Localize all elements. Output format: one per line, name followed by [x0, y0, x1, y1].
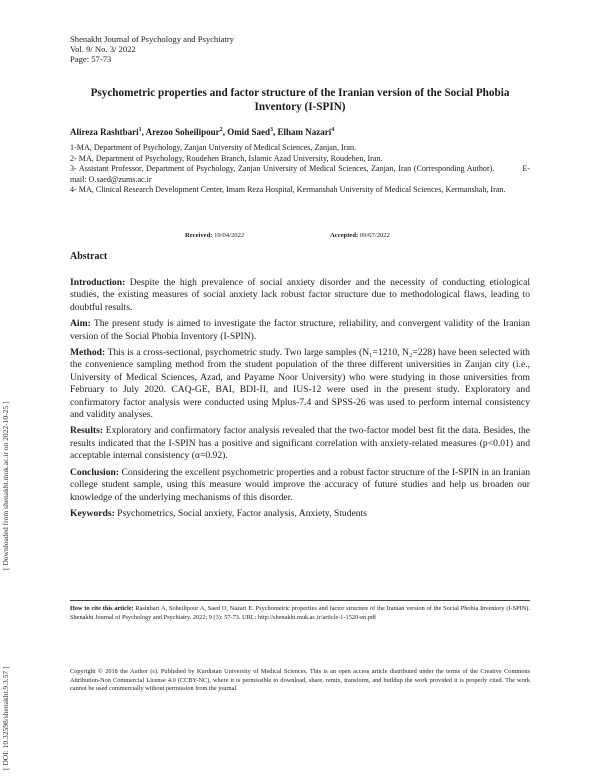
affiliation-3: 3- Assistant Professor, Department of Psychology, Zanjan University of Medical Sciences, Zanjan, Iran (Corresponding Author). E-mail: O.saed@zums.ac.ir [70, 164, 530, 184]
received-date: Received: 19/04/2022 [185, 232, 245, 239]
affiliation-4: 4- MA, Clinical Research Development Center, Imam Reza Hospital, Kermanshah University of Medical Sciences, Kermanshah, Iran. [70, 185, 506, 195]
author-name: Arezoo Soheilipour [145, 127, 220, 137]
aim-paragraph: Aim: The present study is aimed to investigate the factor structure, reliability, and convergent validity of the Iranian version of the Social Phobia Inventory (I-SPIN). [70, 318, 530, 342]
corresponding-email: E-mail: O.saed@zums.ac.ir [70, 164, 530, 184]
author-name: Alireza Rashtbari [70, 127, 139, 137]
author-affil-mark: 3 [269, 127, 273, 133]
citation-note: How to cite this article: Rashtbari A, Soheilipour A, Saed O, Nazari E. Psychometric properties and factor structure of the Iranian version of the Social Phobia Inventory (I-SPIN). Shenakht Journal of Psychology and Psychiatry. 2022; 9 (3): 57-73. URL: http://shenakht.muk.ac.ir/article-1-1520-en.pdf [70, 605, 530, 621]
conclusion-paragraph: Conclusion: Considering the excellent psychometric properties and a robust factor structure of the I-SPIN in an Iranian college student sample, using this measure would improve the accuracy of future studies and help us broaden our knowledge of the underlying mechanisms of this disorder. [70, 466, 531, 503]
journal-header [70, 34, 234, 64]
affiliation-2: 2- MA, Department of Psychology, Roudehen Branch, Islamic Azad University, Roudehen, Iran. [70, 153, 383, 163]
author-affil-mark: 1 [138, 127, 142, 133]
author-name: Omid Saed [227, 127, 270, 137]
accepted-date: Accepted: 09/07/2022 [330, 232, 390, 239]
journal-pages: Page: 57-73 [70, 54, 112, 64]
download-stamp: [ Downloaded from shenakht.muk.ac.ir on 2022-10-25 ] [1, 401, 10, 570]
copyright-note: Copyright © 2018 the Author (s). Published by Kurdistan University of Medical Sciences. This is an open access article distributed under the terms of the Creative Commons Attribution-Non Commercial License 4.0 (CCBY-NC), where it is permissible to download, share, remix, transform, and buildup the work provided it is properly cited. The work cannot be used commercially without permission from the journal. [70, 668, 530, 693]
keywords-paragraph: Keywords: Psychometrics, Social anxiety, Factor analysis, Anxiety, Students [70, 507, 367, 519]
results-paragraph: Results: Exploratory and confirmatory factor analysis revealed that the two-factor model best fit the data. Besides, the results indicated that the I-SPIN has a positive and significant correlation with anxiety-related measures (p<0.01) and acceptable internal consistency (α=0.92). [70, 425, 531, 462]
affiliation-1: 1-MA, Department of Psychology, Zanjan University of Medical Sciences, Zanjan, Iran. [70, 143, 357, 152]
abstract-body [70, 277, 530, 524]
introduction-paragraph: Introduction: Despite the high prevalence of social anxiety disorder and the necessity of conducting etiological studies, the existing measures of social anxiety lack robust factor structure due to methodological flaws, leading to doubtful results. [70, 277, 530, 313]
author-affil-mark: 4 [331, 127, 335, 133]
method-paragraph: Method: This is a cross-sectional, psychometric study. Two large samples (N₁=1210, N₂=228) have been selected with the convenience sampling method from the student population of the three different universities in Zanjan city (i.e., University of Medical Sciences, Azad, and Payame Noor University) who were studying in those universities from February to July 2020. CAQ-GE, BAI, BDI-II, and IUS-12 were used in the present study. Exploratory and confirmatory factor analysis were conducted using Mplus-7.4 and SPSS-26 was used to perform internal consistency and validity analyses. [70, 347, 530, 421]
author-list: Alireza Rashtbari$^1$, Arezoo Soheilipour$^2$, Omid Saed$^3$, Elham Nazari$^4$ [70, 127, 335, 137]
journal-name: Shenakht Journal of Psychology and Psychiatry [70, 34, 234, 44]
article-title: Psychometric properties and factor structure of the Iranian version of the Social Phobia Inventory (I-SPIN) [90, 87, 510, 113]
journal-volume: Vol. 9/ No. 3/ 2022 [70, 44, 136, 54]
affiliations [70, 143, 530, 196]
abstract-heading: Abstract [70, 251, 108, 262]
author-name: Elham Nazari [277, 127, 332, 137]
doi-stamp: [ DOI: 10.32598/shenakht.9.3.57 ] [1, 666, 10, 770]
footer-divider [70, 600, 530, 601]
author-affil-mark: 2 [219, 127, 223, 133]
